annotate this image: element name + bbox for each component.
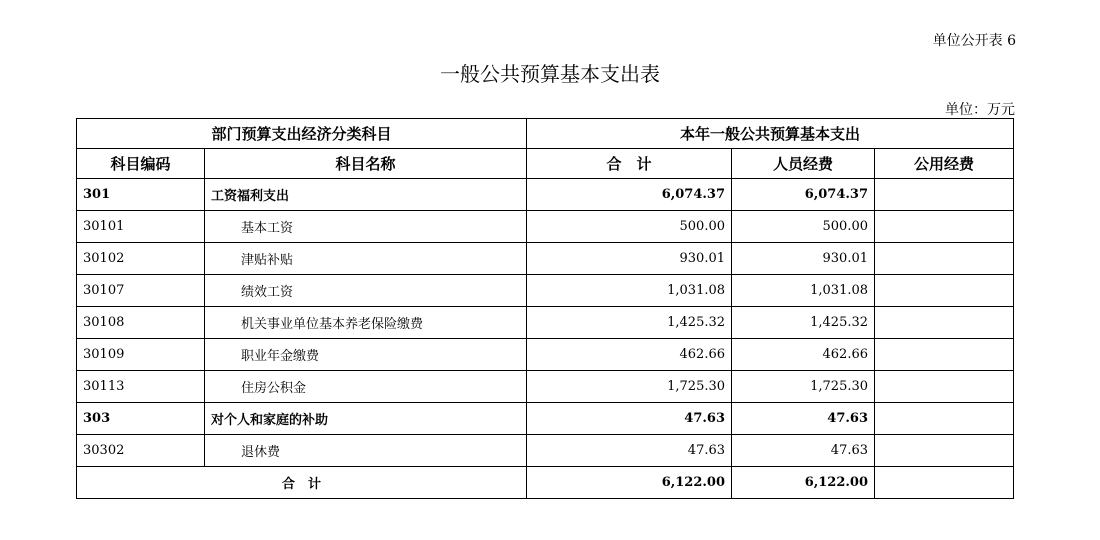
cell-public (875, 307, 1014, 339)
cell-code: 30109 (77, 339, 205, 371)
cell-personnel: 930.01 (732, 243, 875, 275)
cell-total: 1,725.30 (527, 371, 732, 403)
cell-personnel: 500.00 (732, 211, 875, 243)
column-header-total: 合 计 (527, 149, 732, 179)
column-header-public: 公用经费 (875, 149, 1014, 179)
cell-code: 30102 (77, 243, 205, 275)
cell-total: 930.01 (527, 243, 732, 275)
column-header-personnel: 人员经费 (732, 149, 875, 179)
cell-name: 工资福利支出 (205, 179, 527, 211)
cell-public (875, 371, 1014, 403)
group-header-row (77, 119, 1014, 149)
cell-code: 30108 (77, 307, 205, 339)
cell-code: 30302 (77, 435, 205, 467)
cell-personnel: 1,425.32 (732, 307, 875, 339)
cell-code: 301 (77, 179, 205, 211)
cell-personnel: 1,031.08 (732, 275, 875, 307)
group-header-economic-category: 部门预算支出经济分类科目 (77, 119, 527, 149)
cell-public (875, 403, 1014, 435)
cell-personnel: 6,074.37 (732, 179, 875, 211)
cell-personnel: 47.63 (732, 403, 875, 435)
unit-label: 单位：万元 (945, 102, 1015, 118)
budget-table (76, 118, 1014, 499)
cell-code: 30101 (77, 211, 205, 243)
table-row (77, 339, 1014, 371)
table-row (77, 307, 1014, 339)
cell-public (875, 211, 1014, 243)
page-title: 一般公共预算基本支出表 (440, 62, 660, 86)
cell-total: 1,425.32 (527, 307, 732, 339)
column-header-name: 科目名称 (205, 149, 527, 179)
cell-name: 津贴补贴 (205, 243, 527, 275)
table-row (77, 243, 1014, 275)
cell-code: 30113 (77, 371, 205, 403)
cell-total: 47.63 (527, 403, 732, 435)
total-public (875, 467, 1014, 499)
total-personnel: 6,122.00 (732, 467, 875, 499)
total-label: 合 计 (77, 467, 527, 499)
total-row (77, 467, 1014, 499)
cell-public (875, 275, 1014, 307)
cell-name: 住房公积金 (205, 371, 527, 403)
cell-name: 基本工资 (205, 211, 527, 243)
cell-public (875, 339, 1014, 371)
table-number-label: 单位公开表 6 (932, 33, 1016, 49)
table-row (77, 371, 1014, 403)
cell-code: 30107 (77, 275, 205, 307)
cell-name: 职业年金缴费 (205, 339, 527, 371)
cell-public (875, 179, 1014, 211)
cell-total: 500.00 (527, 211, 732, 243)
table-row (77, 179, 1014, 211)
cell-total: 462.66 (527, 339, 732, 371)
cell-total: 1,031.08 (527, 275, 732, 307)
group-header-basic-expenditure: 本年一般公共预算基本支出 (527, 119, 1014, 149)
cell-name: 对个人和家庭的补助 (205, 403, 527, 435)
table-row (77, 435, 1014, 467)
column-header-row (77, 149, 1014, 179)
cell-public (875, 243, 1014, 275)
cell-personnel: 1,725.30 (732, 371, 875, 403)
total-amount: 6,122.00 (527, 467, 732, 499)
column-header-code: 科目编码 (77, 149, 205, 179)
cell-public (875, 435, 1014, 467)
cell-code: 303 (77, 403, 205, 435)
table-row (77, 403, 1014, 435)
cell-personnel: 47.63 (732, 435, 875, 467)
cell-total: 6,074.37 (527, 179, 732, 211)
table-row (77, 275, 1014, 307)
cell-total: 47.63 (527, 435, 732, 467)
cell-name: 退休费 (205, 435, 527, 467)
table-row (77, 211, 1014, 243)
cell-name: 机关事业单位基本养老保险缴费 (205, 307, 527, 339)
cell-personnel: 462.66 (732, 339, 875, 371)
cell-name: 绩效工资 (205, 275, 527, 307)
